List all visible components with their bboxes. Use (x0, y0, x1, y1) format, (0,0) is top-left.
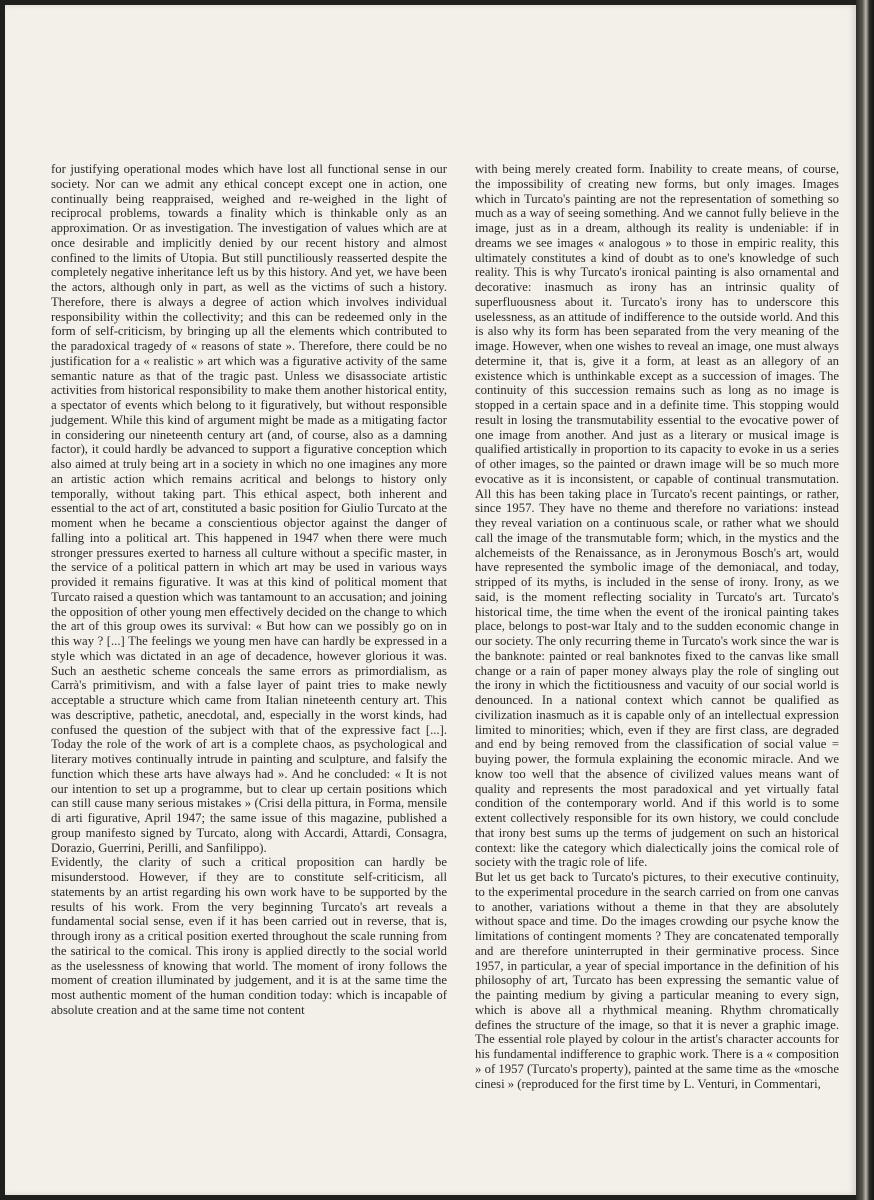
book-page (5, 5, 856, 1195)
left-text-column (51, 162, 447, 1018)
book-spine-edge (856, 0, 874, 1200)
left-paragraph: for justifying operational modes which have lost all functional sense in our society. Nor can we admit any ethical concept except one in action, one continually being reappraised, weighed and re-weighed in the light of reciprocal problems, towards a finality which is thinkable only as an approximation. Or as investigation. The investigation of values which are at once desirable and implicitly denied by our recent history and almost confined to the limits of Utopia. But still punctiliously reasserted despite the completely negative inheritance left us by this history. And yet, we have been the actors, although only in part, as well as the victims of such a history. Therefore, there is always a degree of action which involves individual responsibility within the collectivity; and this can be redeemed only in the form of self-criticism, by bringing up all the elements which contributed to the paradoxical tragedy of « reasons of state ». Therefore, there could be no justification for a « realistic » art which was a figurative activity of the same semantic nature as that of the tragic past. Unless we disassociate artistic activities from historical responsibility to make them another historical entity, a spectator of events which belong to it figuratively, but without responsible judgement. While this kind of argument might be made as a mitigating factor in considering our nineteenth century art (and, of course, also as a damning factor), it could hardly be advanced to support a figurative conception which also aimed at truly being art in a society in which no one imagines any more an artistic action which remains acritical and belongs to history only temporally, without taking part. This ethical aspect, both inherent and essential to the act of art, constituted a basic position for Giulio Turcato at the moment when he became a conscientious objector against the danger of falling into a political art. This happened in 1947 when there were much stronger pressures exerted to harness all culture without a specific master, in the service of a political pattern in which art may be used in various ways provided it remains figurative. It was at this kind of political moment that Turcato raised a question which was tantamount to an accusation; and joining the opposition of other young men effectively decided on the change to which the art of this group owes its survival: « But how can we possibly go on in this way ? [...] The feelings we young men have can hardly be expressed in a style which was dictated in an age of decadence, however glorious it was. Such an aesthetic scheme conceals the same errors as primordialism, as Carrà's primitivism, and with a false layer of paint tries to make newly acceptable a structure which came from Italian nineteenth century art. This was descriptive, pathetic, anecdotal, and, especially in the worst kinds, had confused the question of the subject with that of the expressive fact [...]. Today the role of the work of art is a complete chaos, as psychological and literary motives continually intrude in painting and sculpture, and falsify the function which these arts have always had ». And he concluded: « It is not our intention to set up a programme, but to clear up certain positions which can still cause many serious mistakes » (Crisi della pittura, in Forma, mensile di arti figurative, April 1947; the same issue of this magazine, published a group manifesto signed by Turcato, along with Accardi, Attardi, Consagra, Dorazio, Guerrini, Perilli, and Sanfilippo). (51, 162, 447, 855)
right-text-column (475, 162, 839, 1091)
right-paragraph: with being merely created form. Inability to create means, of course, the impossibility of creating new forms, but only images. Images which in Turcato's painting are not the representation of something so much as a way of seeing something. And we cannot fully believe in the image, just as in a dream, although its reality is undeniable: if in dreams we see images « analogous » to those in empiric reality, this ultimately constitutes a kind of doubt as to one's knowledge of such reality. This is why Turcato's ironical painting is also ornamental and decorative: inasmuch as irony has an intrinsic quality of superfluousness about it. Turcato's irony has to underscore this uselessness, as an attitude of indifference to the outside world. And this is also why its form has been separated from the very meaning of the image. However, when one wishes to reveal an image, one must always determine it, that is, give it a form, at least as an allegory of an existence which is unthinkable except as a succession of images. The continuity of this succession remains such as long as no image is stopped in a certain space and in a definite time. This stopping would result in losing the transmutability essential to the evocative power of one image from another. And just as a literary or musical image is qualified artistically in proportion to its capacity to evoke in us a series of other images, so the painted or drawn image will be so much more evocative as it is inconsistent, or capable of continual transmutation. All this has been taking place in Turcato's recent paintings, or rather, since 1957. They have no theme and therefore no variations: instead they reveal variation on a continuous scale, or rather what we should call the image of the transmutable form; which, in the mystics and the alchemeists of the Renaissance, as in Jeronymous Bosch's art, would have represented the symbolic image of the demoniacal, and today, stripped of its myths, is included in the sense of irony. Irony, as we said, is the moment reflecting sociality in Turcato's art. Turcato's historical time, the time when the event of the ironical painting takes place, belongs to post-war Italy and to the sudden economic change in our society. The only recurring theme in Turcato's work since the war is the banknote: painted or real banknotes fixed to the canvas like small change or a rain of paper money always play the role of singling out the irony in which the fictitiousness and vacuity of our social world is denounced. In a national context which cannot be qualified as civilization inasmuch as it is capable only of an intellectual expression limited to minorities; which, even if they are first class, are degraded and end by being removed from the classification of social value = buying power, the formula explaining the economic miracle. And we know too well that the absence of civilized values means want of quality and represents the most paradoxical and yet virtually fatal condition of the contemporary world. And if this world is to some extent collectively responsible for its own history, we could conclude that irony best sums up the terms of judgement on such an historical context: like the category which dialectically joins the comical role of society with the tragic role of life. (475, 162, 839, 870)
right-paragraph: But let us get back to Turcato's pictures, to their executive continuity, to the experimental procedure in the search carried on from one canvas to another, variations without a theme in that they are absolutely without space and time. Do the images crowding our psyche know the limitations of contingent moments ? They are concatenated temporally and are therefore uninterrupted in their germinative process. Since 1957, in particular, a year of special importance in the definition of his philosophy of art, Turcato has been expressing the semantic value of the painting medium by giving a particular meaning to every sign, which is above all a rhythmical meaning. Rhythm chromatically defines the structure of the image, so that it is never a graphic image. The essential role played by colour in the artist's character accounts for his fundamental indifference to graphic work. There is a « composition » of 1957 (Turcato's property), painted at the same time as the «mosche cinesi » (reproduced for the first time by L. Venturi, in Commentari, (475, 870, 839, 1091)
left-paragraph: Evidently, the clarity of such a critical proposition can hardly be misunderstood. However, if they are to constitute self-criticism, all statements by an artist regarding his own work have to be supported by the results of his work. From the very beginning Turcato's art reveals a fundamental social sense, even if it has been carried out in reverse, that is, through irony as a critical position exerted throughout the scale running from the satirical to the comical. This irony is applied directly to the social world as the uselessness of knowing that world. The moment of irony follows the moment of creation illuminated by judgement, and it is at the same time the most authentic moment of the human condition today: which is incapable of absolute creation and at the same time not content (51, 855, 447, 1017)
